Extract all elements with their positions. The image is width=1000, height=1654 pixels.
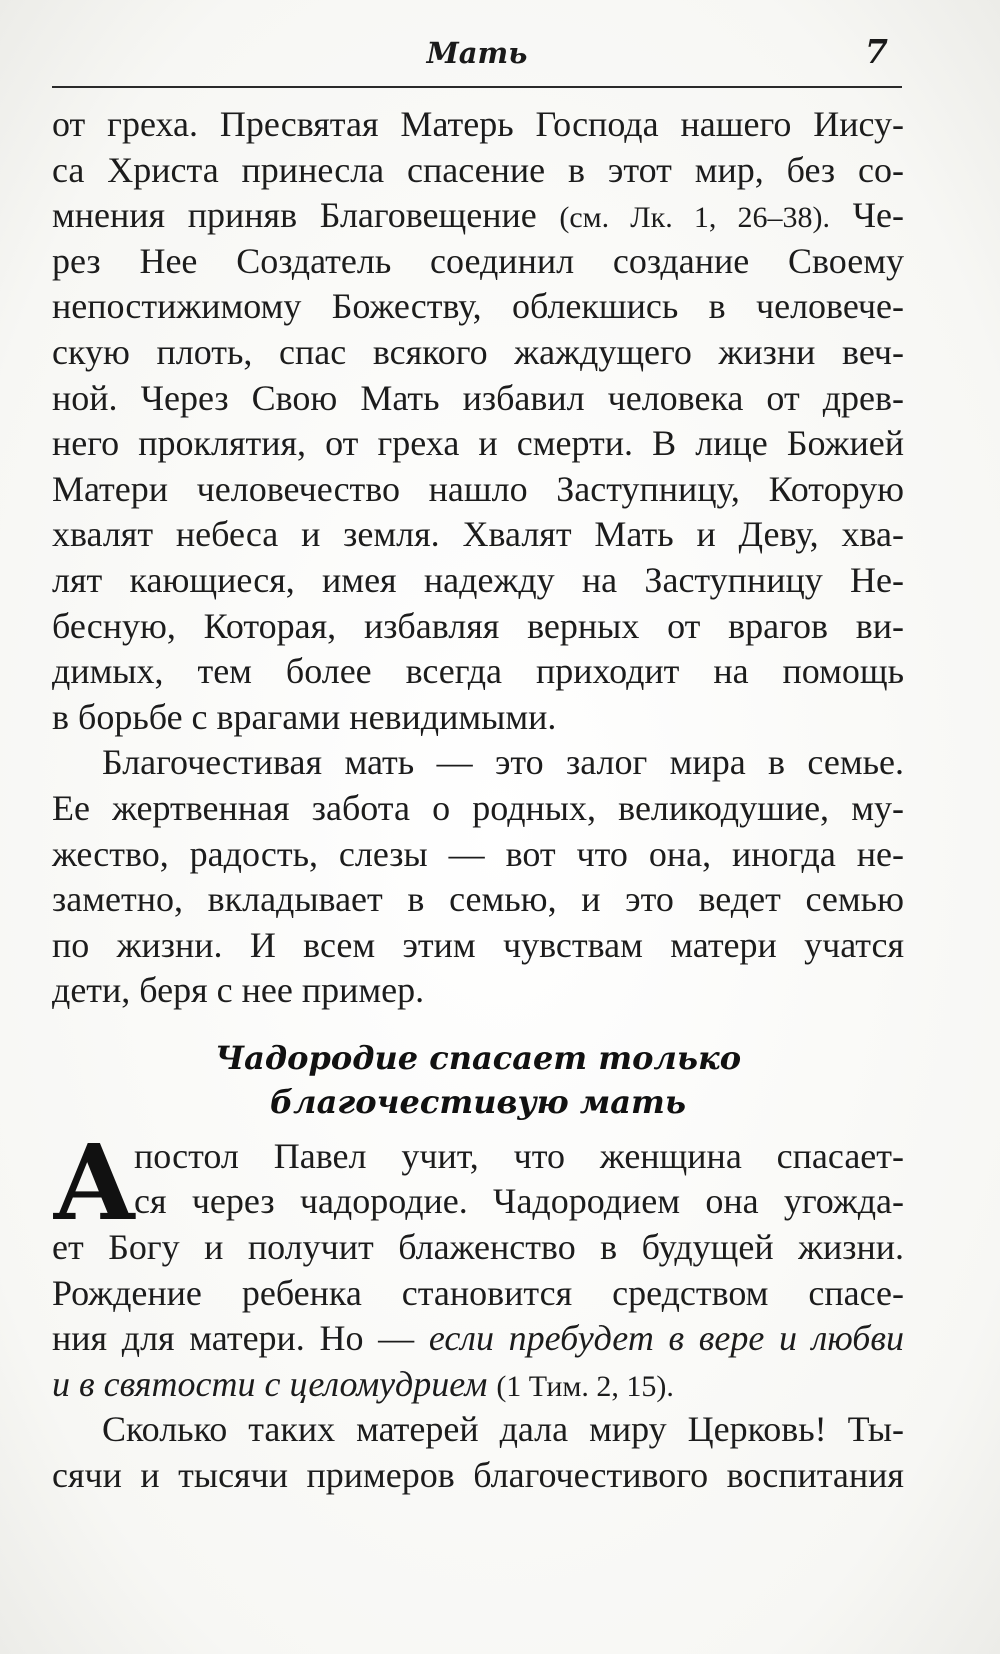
section-heading [52,1036,904,1124]
drop-cap: А [52,1120,137,1244]
paragraph-1 [52,102,904,740]
scripture-reference: (см. Лк. 1, 26–38). [559,201,830,235]
text-line: ной. Через Свою Мать избавил человека от древ- [52,377,904,418]
page-header [52,26,902,88]
section-heading-line: Чадородие спасает только [214,1038,742,1077]
text-line: Ее жертвенная забота о родных, великодушие, му- [52,787,904,828]
page-number: 7 [865,32,888,71]
text-line [52,1316,904,1362]
text-line: ся через чадородие. Чадородием она угожда- [134,1181,904,1222]
text-line: ет Богу и получит блаженство в будущей жизни. [52,1227,904,1268]
paragraph-2 [52,740,904,1014]
text-fragment: ния для матери. Но — [52,1318,415,1359]
paragraph-4 [52,1407,904,1498]
running-title: Мать [426,36,528,70]
scripture-quote: если пребудет в вере и любви [428,1318,905,1359]
text-line: скую плоть, спас всякого жаждущего жизни веч- [52,331,904,372]
text-line: димых, тем более всегда приходит на помощь [52,651,904,692]
text-fragment: Че- [852,195,905,236]
text-line: рез Нее Создатель соединил создание Своему [52,240,904,281]
text-line: в борьбе с врагами невидимыми. [52,696,557,737]
text-fragment: мнения приняв Благовещение [52,195,537,236]
text-line: Рождение ребенка становится средством спасе- [52,1272,904,1313]
text-line: бесную, Которая, избавляя верных от врагов ви- [52,605,904,646]
text-line: постол Павел учит, что женщина спасает- [134,1135,904,1176]
text-line: жество, радость, слезы — вот что она, иногда не- [52,833,904,874]
text-line: Сколько таких матерей дала миру Церковь! Ты- [102,1409,904,1450]
text-line: хвалят небеса и земля. Хвалят Мать и Деву, хва- [52,514,904,555]
text-line [52,1362,904,1408]
text-line: от греха. Пресвятая Матерь Господа нашего Иису- [52,104,904,144]
text-line: Благочестивая мать — это залог мира в семье. [102,742,904,783]
text-line: са Христа принесла спасение в этот мир, без со- [52,149,904,190]
text-line: лят кающиеся, имея надежду на Заступницу Не- [52,559,904,600]
text-line: заметно, вкладывает в семью, и это ведет семью [52,879,904,920]
scripture-quote: и в святости с целомудрием [52,1363,488,1404]
text-line: Матери человечество нашло Заступницу, Которую [52,468,904,509]
scripture-reference: (1 Тим. 2, 15). [496,1369,674,1403]
text-line: по жизни. И всем этим чувствам матери учатся [52,924,904,965]
text-line: сячи и тысячи примеров благочестивого воспитания [52,1455,904,1496]
section-heading-line: благочестивую мать [270,1082,686,1121]
text-line [52,193,904,239]
text-line: него проклятия, от греха и смерти. В лице Божией [52,423,904,464]
text-line: непостижимому Божеству, облекшись в человече- [52,286,904,327]
body-text [52,102,904,1499]
paragraph-3 [52,1120,905,1408]
text-line: дети, беря с нее пример. [52,970,425,1011]
